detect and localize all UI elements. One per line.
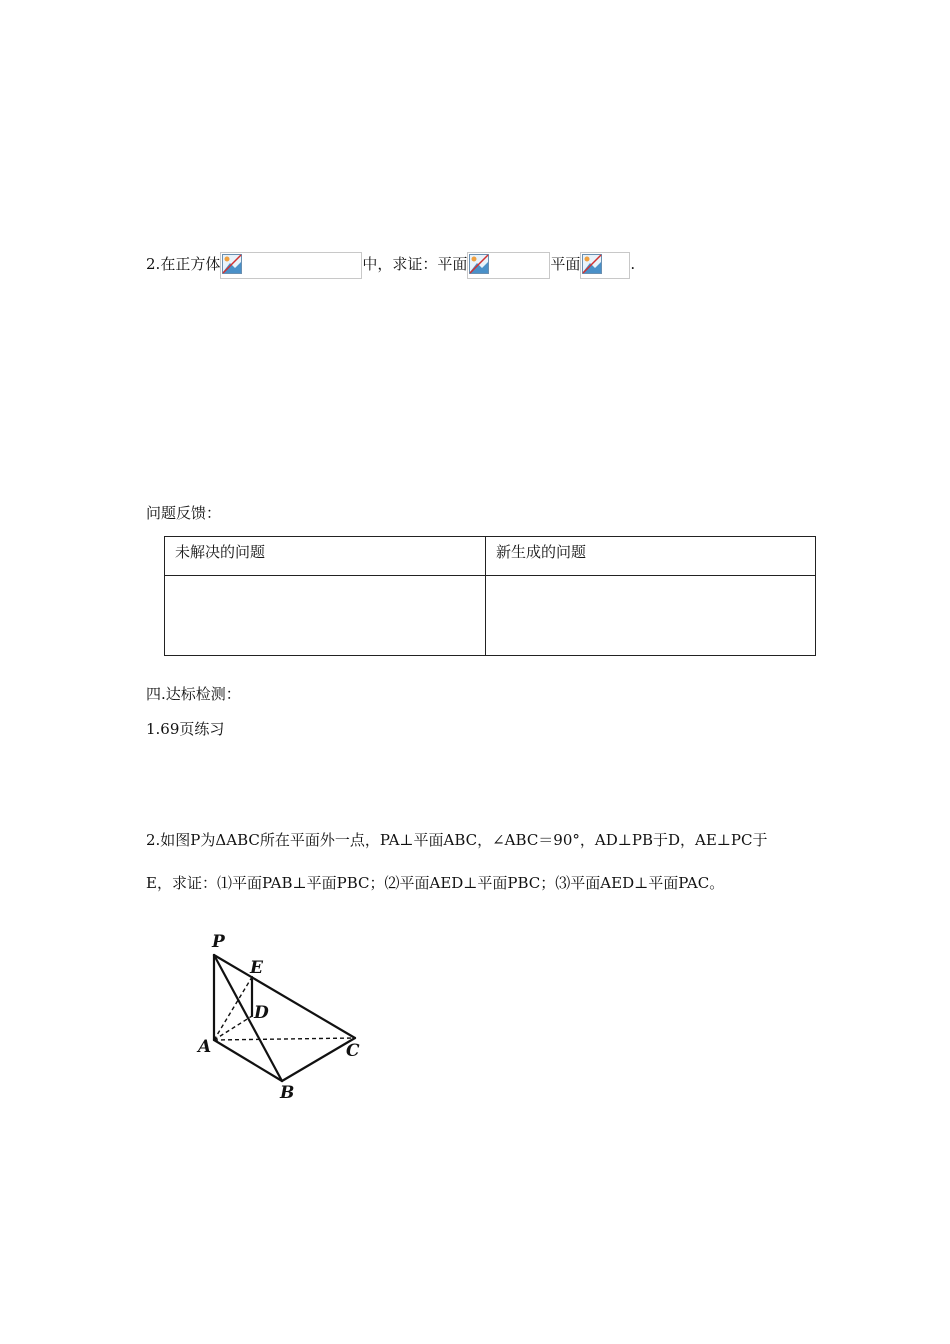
- broken-image-icon: [220, 252, 362, 279]
- question-text: 平面: [550, 255, 581, 273]
- edge-BC: [282, 1038, 355, 1081]
- broken-image-icon: [467, 252, 550, 279]
- section-4-heading: 四.达标检测：: [146, 685, 241, 703]
- table-cell-unsolved[interactable]: [165, 576, 486, 656]
- exercise-item-2-line-1: 2.如图P为ΔABC所在平面外一点，PA⊥平面ABC，∠ABC＝90°，AD⊥PB于D，AE⊥PC于: [146, 831, 768, 849]
- edge-AC-hidden: [214, 1038, 355, 1040]
- label-E: E: [250, 958, 263, 978]
- question-2-cube: [146, 254, 635, 279]
- question-text: 在正方体: [160, 255, 221, 273]
- label-B: B: [280, 1083, 295, 1103]
- edge-AE-hidden: [214, 977, 252, 1040]
- broken-image-icon: [580, 252, 630, 279]
- exercise-item-2-line-2: E，求证：⑴平面PAB⊥平面PBC；⑵平面AED⊥平面PBC；⑶平面AED⊥平面PAC。: [146, 874, 725, 892]
- question-number: 2.: [146, 255, 161, 273]
- exercise-item-1: 1.69页练习: [146, 720, 225, 738]
- label-C: C: [346, 1041, 360, 1061]
- label-P: P: [212, 932, 225, 952]
- table-header-unsolved: 未解决的问题: [165, 537, 486, 576]
- feedback-heading: 问题反馈：: [146, 504, 222, 522]
- table-header-new: 新生成的问题: [486, 537, 816, 576]
- table-row: [165, 537, 816, 576]
- question-text: 中，求证：平面: [362, 255, 468, 273]
- feedback-table: [164, 536, 816, 656]
- label-A: A: [198, 1037, 212, 1057]
- tetrahedron-figure: [150, 915, 400, 1120]
- table-row: [165, 576, 816, 656]
- edge-AD-hidden: [214, 1016, 252, 1040]
- question-text: .: [630, 255, 636, 273]
- table-cell-new[interactable]: [486, 576, 816, 656]
- label-D: D: [254, 1003, 269, 1023]
